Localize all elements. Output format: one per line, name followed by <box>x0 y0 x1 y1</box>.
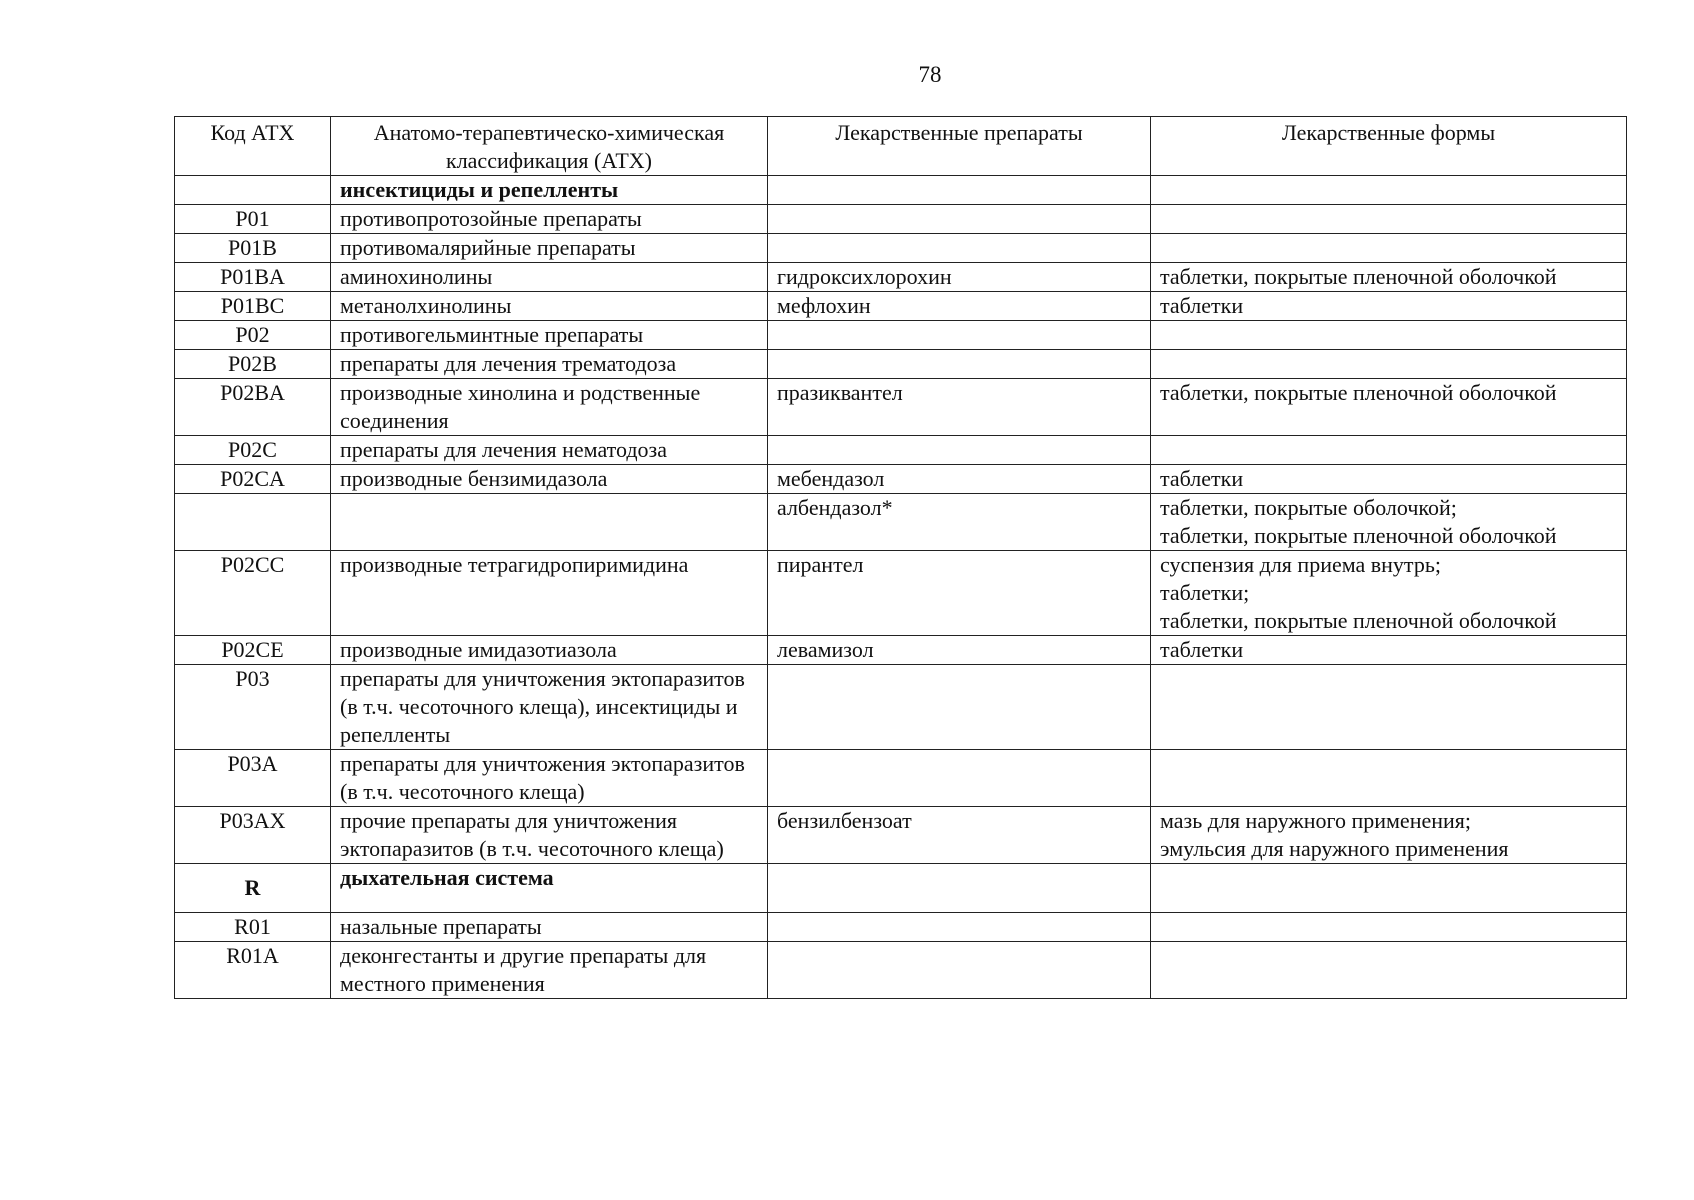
classification-cell: противомалярийные препараты <box>331 234 768 263</box>
dosage-form-cell <box>1151 864 1627 913</box>
table-header-row <box>175 117 1627 176</box>
atc-code-cell: P01 <box>175 205 331 234</box>
drug-cell <box>768 234 1151 263</box>
classification-cell: производные имидазотиазола <box>331 636 768 665</box>
classification-cell: прочие препараты для уничтожения эктопаразитов (в т.ч. чесоточного клеща) <box>331 807 768 864</box>
dosage-form-cell <box>1151 234 1627 263</box>
atc-code-cell: P02CE <box>175 636 331 665</box>
dosage-form-cell <box>1151 665 1627 750</box>
dosage-form-line: таблетки, покрытые пленочной оболочкой <box>1160 523 1557 548</box>
atc-code-cell: P02CC <box>175 551 331 636</box>
table-row <box>175 321 1627 350</box>
drug-cell: левамизол <box>768 636 1151 665</box>
classification-cell: препараты для уничтожения эктопаразитов (в т.ч. чесоточного клеща) <box>331 750 768 807</box>
dosage-form-cell <box>1151 913 1627 942</box>
atc-code-cell: P02C <box>175 436 331 465</box>
drug-cell <box>768 350 1151 379</box>
atc-code-cell <box>175 176 331 205</box>
table-row <box>175 636 1627 665</box>
atc-code-cell: P03A <box>175 750 331 807</box>
table-row <box>175 913 1627 942</box>
atc-code-cell: R01 <box>175 913 331 942</box>
dosage-form-cell <box>1151 205 1627 234</box>
page-number: 78 <box>918 62 942 87</box>
classification-cell: производные тетрагидропиримидина <box>331 551 768 636</box>
dosage-form-cell: таблетки <box>1151 292 1627 321</box>
dosage-form-cell <box>1151 436 1627 465</box>
classification-cell: инсектициды и репелленты <box>331 176 768 205</box>
table-row <box>175 379 1627 436</box>
atc-code-cell <box>175 494 331 551</box>
classification-cell: препараты для лечения нематодоза <box>331 436 768 465</box>
table-row <box>175 465 1627 494</box>
dosage-form-line: мазь для наружного применения; <box>1160 808 1472 833</box>
classification-cell: метанолхинолины <box>331 292 768 321</box>
classification-cell: противопротозойные препараты <box>331 205 768 234</box>
table-row <box>175 205 1627 234</box>
header-dosage-forms: Лекарственные формы <box>1151 117 1627 176</box>
dosage-form-cell: таблетки <box>1151 465 1627 494</box>
drug-cell: мефлохин <box>768 292 1151 321</box>
dosage-form-line: эмульсия для наружного применения <box>1160 836 1509 861</box>
dosage-form-line: таблетки; <box>1160 580 1250 605</box>
table-row <box>175 665 1627 750</box>
dosage-form-cell <box>1151 494 1627 551</box>
classification-cell: препараты для уничтожения эктопаразитов (в т.ч. чесоточного клеща), инсектициды и репелленты <box>331 665 768 750</box>
table-row <box>175 263 1627 292</box>
header-atc-classification: Анатомо-терапевтическо-химическая классификация (АТХ) <box>331 117 768 176</box>
drug-cell <box>768 864 1151 913</box>
drug-cell <box>768 750 1151 807</box>
header-atc-code: Код АТХ <box>175 117 331 176</box>
classification-cell: производные хинолина и родственные соединения <box>331 379 768 436</box>
drug-cell <box>768 321 1151 350</box>
table-row <box>175 292 1627 321</box>
dosage-form-line: суспензия для приема внутрь; <box>1160 552 1441 577</box>
dosage-form-cell: таблетки, покрытые пленочной оболочкой <box>1151 263 1627 292</box>
atc-code-cell: P03AX <box>175 807 331 864</box>
dosage-form-cell <box>1151 551 1627 636</box>
dosage-form-cell <box>1151 176 1627 205</box>
drug-cell: мебендазол <box>768 465 1151 494</box>
atc-code-cell: P03 <box>175 665 331 750</box>
atc-code-cell: R01A <box>175 942 331 999</box>
dosage-form-cell <box>1151 321 1627 350</box>
header-drugs: Лекарственные препараты <box>768 117 1151 176</box>
drug-cell <box>768 665 1151 750</box>
atc-code-cell: P01B <box>175 234 331 263</box>
drug-cell: гидроксихлорохин <box>768 263 1151 292</box>
classification-cell: аминохинолины <box>331 263 768 292</box>
table-row <box>175 494 1627 551</box>
drug-cell: пирантел <box>768 551 1151 636</box>
table-row <box>175 436 1627 465</box>
dosage-form-cell: таблетки, покрытые пленочной оболочкой <box>1151 379 1627 436</box>
classification-cell: противогельминтные препараты <box>331 321 768 350</box>
drug-cell: бензилбензоат <box>768 807 1151 864</box>
table-row <box>175 864 1627 913</box>
dosage-form-cell <box>1151 350 1627 379</box>
drug-cell: албендазол* <box>768 494 1151 551</box>
atc-code-cell: P02BA <box>175 379 331 436</box>
classification-cell: дыхательная система <box>331 864 768 913</box>
classification-cell: деконгестанты и другие препараты для местного применения <box>331 942 768 999</box>
dosage-form-cell <box>1151 807 1627 864</box>
table-row <box>175 176 1627 205</box>
drug-cell <box>768 176 1151 205</box>
drug-cell <box>768 913 1151 942</box>
atc-code-cell: P02CA <box>175 465 331 494</box>
table-row <box>175 750 1627 807</box>
atc-code-cell: P01BC <box>175 292 331 321</box>
classification-cell: назальные препараты <box>331 913 768 942</box>
atc-drug-table <box>174 116 1627 999</box>
atc-code-cell: P01BA <box>175 263 331 292</box>
dosage-form-line: таблетки, покрытые пленочной оболочкой <box>1160 608 1557 633</box>
drug-cell <box>768 436 1151 465</box>
dosage-form-cell <box>1151 750 1627 807</box>
drug-cell <box>768 942 1151 999</box>
table-row <box>175 234 1627 263</box>
drug-cell: празиквантел <box>768 379 1151 436</box>
table-row <box>175 807 1627 864</box>
atc-code-cell: P02 <box>175 321 331 350</box>
classification-cell: препараты для лечения трематодоза <box>331 350 768 379</box>
dosage-form-cell <box>1151 942 1627 999</box>
atc-code-cell: R <box>175 864 331 913</box>
classification-cell: производные бензимидазола <box>331 465 768 494</box>
dosage-form-cell: таблетки <box>1151 636 1627 665</box>
atc-code-cell: P02B <box>175 350 331 379</box>
table-row <box>175 551 1627 636</box>
classification-cell <box>331 494 768 551</box>
table-row <box>175 942 1627 999</box>
table-row <box>175 350 1627 379</box>
dosage-form-line: таблетки, покрытые оболочкой; <box>1160 495 1457 520</box>
drug-cell <box>768 205 1151 234</box>
